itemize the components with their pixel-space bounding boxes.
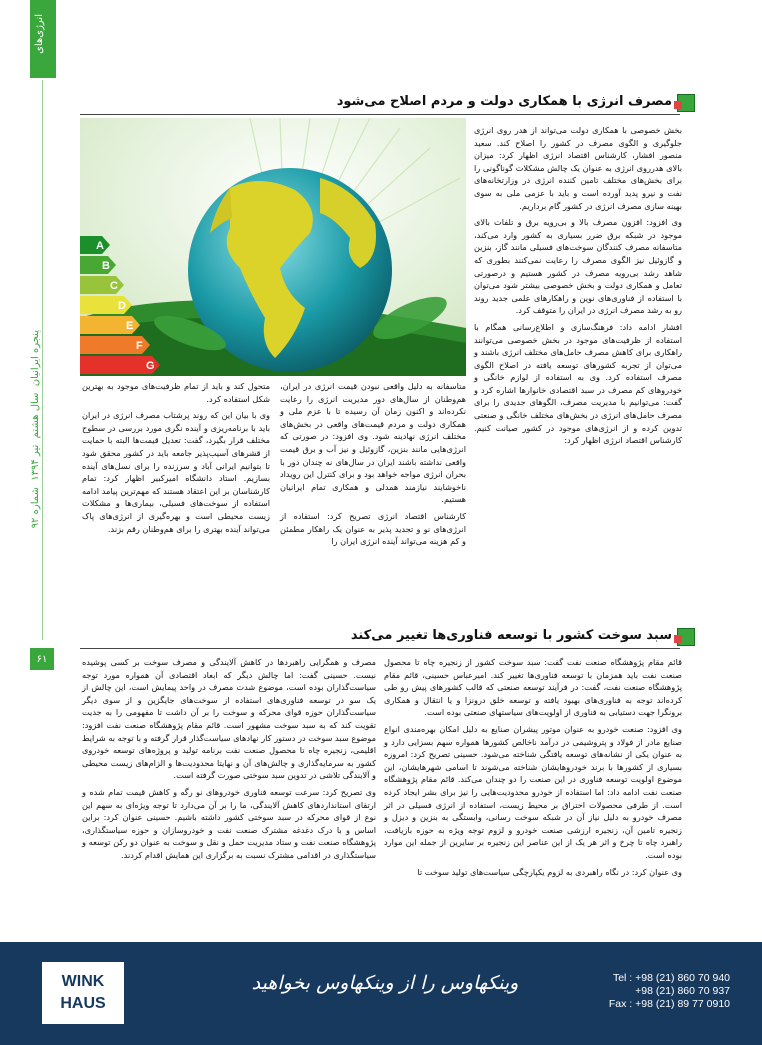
paragraph: متاسفانه به دلیل واقعی نبودن قیمت انرژی در ایران، هم‌وطنان از سال‌های دور مدیریت انرژی را رعایت نکرده‌اند و اکنون زمان آن رسیده تا با عزم ملی و همکاری دولت و مردم قیمت‌های واقعی در بخش‌های مختلف انرژی نهادینه شود. وی افزود: در صورتی که انرژی‌هایی مانند بنزین، گازوئیل و نیز آب و برق قیمت واقعی نداشته باشند ایران در سال‌های نه چندان دور با بحران انرژی مواجه خواهد بود و برای کنترل این رویداد ناخوشایند نیازمند همدلی و همکاری تمام ایرانیان هستیم. bbox=[280, 381, 466, 505]
paragraph: وی با بیان این که روند پرشتاب مصرف انرژی در ایران باید با برنامه‌ریزی و آینده نگری مورد بررسی در سطوح مختلف قرار بگیرد، گفت: تعدیل قیمت‌ها البته با حمایت از قشرهای آسیب‌پذیر جامعه باید در کشور محقق شود تا بتوانیم ایرانی آباد و سرزنده را برای نسل‌های آینده بسازیم. استاد دانشگاه امیرکبیر اظهار کرد: تمام کارشناسان بر این اعتقاد هستند که مهم‌ترین پیامد ادامه استفاده از سوخت‌های فسیلی، بیماری‌ها و مشکلات زیست محیطی است و بهره‌گیری از انرژی‌های پاک می‌تواند آینده بهتری را برای هم‌وطنان رقم بزند. bbox=[82, 410, 270, 534]
article1-column-left bbox=[82, 380, 270, 616]
article2-column-right bbox=[384, 656, 682, 934]
article2-title-bar bbox=[80, 626, 680, 646]
paragraph: قائم مقام پژوهشگاه صنعت نفت گفت: سبد سوخت کشور از زنجیره چاه تا محصول صنعت نفت باید همزمان با توسعه فناوری‌ها تغییر کند. امیرعباس حسینی، قائم مقام پژوهشگاه صنعت نفت، گفت: در فرآیند توسعه صنعتی که قالب کشورهای پیش رو طی کرده‌اند توجه به فناوری‌های بهبود یافته و توسعه خلق درونزا و یا انتقال و همکاری برونگرا جهت دستیابی به فناوری از اولویت‌های سیاستهای صنعتی بوده است. bbox=[384, 657, 682, 718]
section-tab-label: انرژی‌های bbox=[34, 14, 45, 54]
article2-title: سبد سوخت کشور با توسعه فناوری‌ها تغییر می‌کند bbox=[350, 628, 672, 643]
fax: Fax : +98 (21) 89 77 0910 bbox=[608, 998, 730, 1010]
paragraph: وی افزود: صنعت خودرو به عنوان موتور پیشران صنایع به دلیل امکان بهره‌مندی انواع صنایع مادر از فولاد و پتروشیمی در درآمد ناخالص کشورها همواره سهم بسزایی دارد و به عنوان یکی از نشانه‌های توسعه یافتگی شناخته می‌شود. حسینی تصریح کرد: امروزه بسیاری از کشورها با برند خودروهایشان شناخته می‌شوند تا اسامی شهرهایشان، این موضوع اولویت توسعه فناوری در این صنعت را دو چندان می‌کند. قائم مقام پژوهشگاه صنعت نفت ادامه داد: اما استفاده از خودرو محدودیت‌هایی را نیز برای بشر ایجاد کرده است. از طرفی محصولات احتراق بر محیط زیست، استفاده از انرژی فسیلی در اثر مصرف خودرو به دلیل نیاز آن در شبکه سوخت رسانی، وابستگی به بنزین و دیزل و زنجیره تامین آن، زنجیره ارزشی صنعت خودرو و لزوم توجه ویژه به حوزه بازیافت، راهبرد چاه تا چرخ و اثر هر یک از این عناصر این زنجیره بر سایرین از جمله این موارد بوده است. bbox=[384, 723, 682, 860]
rating-label-a: A bbox=[96, 240, 104, 252]
phone-2: +98 (21) 860 70 937 bbox=[635, 985, 730, 997]
paragraph: افشار ادامه داد: فرهنگ‌سازی و اطلاع‌رسانی همگام با استفاده از ظرفیت‌های موجود در بخش خصوصی می‌توانند راهکاری برای کاهش مصرف حامل‌های مختلف انرژی باشند و می‌توان از تجربه کشورهای توسعه یافته در اصلاح الگوی مصرف استفاده کرد. وی به استفاده از لوازم خانگی و خودروهای کم مصرف در سبد اقتصادی خانوارها اشاره کرد و گفت: می‌توانیم با مدیریت مصرف، الگوهای جدیدی را برای مصرف حامل‌های انرژی در بخش‌های مختلف خانگی و صنعتی تدوین کرده و از انرژی‌های موجود در کشور صیانت کنیم. کارشناس اقتصاد انرژی اظهار کرد: bbox=[474, 321, 682, 446]
winkhaus-logo bbox=[42, 962, 124, 1024]
article-bullet-dot-icon bbox=[674, 101, 682, 109]
paragraph: مصرف و همگرایی راهبردها در کاهش آلایندگی و مصرف سوخت بر کسی پوشیده نیست. حسینی گفت: اما چالش دیگر که ابعاد اقتصادی آن همواره مورد توجه سیاست‌گذاران بوده است، موضوع شدت مصرف در واحد پیمایش است، این چالش از یک سو در توسعه فناوری‌های استفاده از سوخت‌های جایگزین و از سوی دیگر سیاست‌گذاران حوزه قوای محرکه و سوخت را بر آن داشت تا مفهومی را به جدیت تقویت کند که به سبد سوخت مشهور است. قائم مقام پژوهشگاه صنعت نفت افزود: موضوع سبد سوخت در دستور کار نهادهای سیاست‌گذار قرار گرفته و با توجه به شرایط اقلیمی، زنجیره چاه تا محصول صنعت نفت برنامه تولید و پروژه‌های توسعه خودروی کشور به سرمایه‌گذاری و چالش‌های آن و نهایتا محدودیت‌ها و الزام‌های زیست محیطی و آلایندگی تلاشی در تدوین سبد سوختی صورت گرفته است. bbox=[82, 657, 376, 781]
page-number: ۶۱ bbox=[30, 648, 54, 670]
rating-label-c: C bbox=[110, 280, 118, 292]
rating-label-e: E bbox=[126, 320, 134, 332]
paragraph: وی عنوان کرد: در نگاه راهبردی به لزوم یکپارچگی سیاست‌های تولید سوخت تا bbox=[417, 866, 682, 877]
article1-title: مصرف انرژی با همکاری دولت و مردم اصلاح می‌شود bbox=[336, 94, 672, 109]
logo-line-1: WINK bbox=[61, 973, 105, 990]
paragraph: کارشناس اقتصاد انرژی تصریح کرد: استفاده از انرژی‌های نو و تجدید پذیر به عنوان یک راهکار مطمئن و کم هزینه می‌تواند آینده انرژی ایران را bbox=[280, 510, 466, 547]
energy-globe-illustration bbox=[80, 118, 466, 376]
side-divider bbox=[42, 80, 43, 640]
paragraph: وی افزود: افزون مصرف بالا و بی‌رویه برق و تلفات بالای موجود در شبکه برق ضرر بسیاری به کشور وارد می‌کند، متاسفانه مصرف کنندگان سوخت‌های فسیلی مانند گاز، بنزین و گازوئیل نیز الگوی مصرف را رعایت نمی‌کنند بطوری که شاهد رشد بی‌رویه مصرف در کشور هستیم و درصورتی تعامل و همکاری دولت و بخش خصوصی بیشتر شود می‌توان با استفاده از فناوری‌های نوین و راهکارهای علمی جدید روند رو به رشد مصرف انرژی در ایران را متوقف کرد. bbox=[474, 217, 682, 316]
paragraph: بخش خصوصی با همکاری دولت می‌تواند از هدر روی انرژی جلوگیری و الگوی مصرف در کشور را اصلاح کند. سعید منصور افشار، کارشناس اقتصاد انرژی اظهار کرد: میزان بالای هدرروی انرژی به عنوان یک چالش مشکلات گوناگونی را برای بخش‌های مختلف تامین کننده انرژی در وزارتخانه‌های نفت و نیرو پدید آورده است و باید با عزمی ملی به سوی بهینه سازی مصرف انرژی در کشور گام برداریم. bbox=[474, 125, 682, 211]
rating-label-d: D bbox=[118, 300, 126, 312]
article2-title-rule bbox=[80, 648, 680, 649]
rating-label-f: F bbox=[136, 340, 143, 352]
journal-issue: پنجره ایرانیان ‌ سال هشتم ‌ تیر ۱۳۹۴ ‌ شماره ۹۲ bbox=[30, 330, 41, 529]
paragraph: وی تصریح کرد: سرعت توسعه فناوری خودروهای نو رگه و کاهش قیمت تمام شده و ارتقای استانداردهای کاهش آلایندگی، ما را بر آن می‌دارد تا توجه ویژه‌ای به سهم این نوع از قوای محرکه در سبد سوختی کشور داشته باشیم. حسینی عنوان کرد: براین اساس و با درک دغدغه مشترک صنعت نفت و خودروسازان و حوزه سیاستگذاری، پژوهشگاه صنعت نفت و ستاد مدیریت حمل و نقل و سوخت به عنوان دو رکن توسعه و سیاستگذاری در اقدامی مشترک نسبت به برگزاری این همایش اقدام کردند. bbox=[82, 786, 376, 860]
article1-column-middle bbox=[280, 380, 466, 616]
article1-column-right bbox=[474, 124, 682, 614]
energy-globe-image bbox=[80, 118, 466, 376]
rating-label-g: G bbox=[146, 360, 155, 372]
article1-title-bar bbox=[80, 92, 680, 112]
article1-title-rule bbox=[80, 114, 680, 115]
rating-label-b: B bbox=[102, 260, 110, 272]
section-tab bbox=[30, 0, 56, 78]
logo-line-2: HAUS bbox=[60, 995, 106, 1012]
ad-contact bbox=[590, 972, 730, 1011]
article2-column-left bbox=[82, 656, 376, 934]
paragraph: متحول کند و باید از تمام ظرفیت‌های موجود به بهترین شکل استفاده کرد. bbox=[82, 381, 270, 404]
article-bullet-dot-icon bbox=[674, 635, 682, 643]
ad-slogan: وینکهاوس را از وینکهاوس بخواهید bbox=[251, 972, 519, 994]
phone-1: Tel : +98 (21) 860 70 940 bbox=[612, 972, 730, 984]
